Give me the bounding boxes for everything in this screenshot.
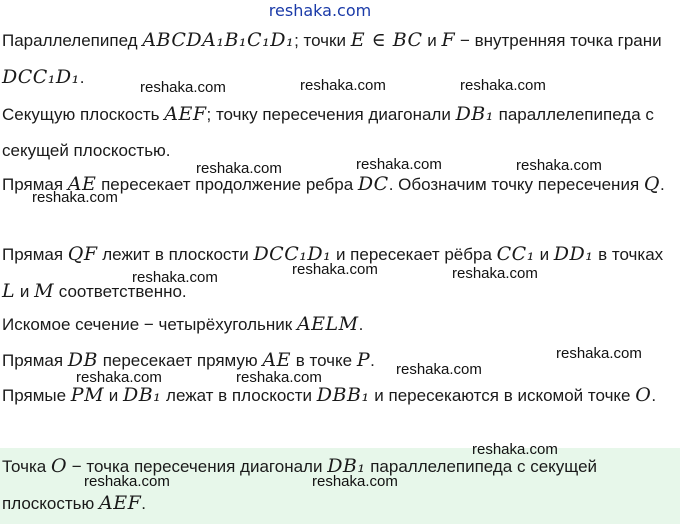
text: ; точку пересечения диагонали <box>206 105 456 124</box>
text: Секущую плоскость <box>2 105 165 124</box>
text: пересекает продолжение ребра <box>96 175 358 194</box>
text: . <box>358 315 364 334</box>
math-expression: Q <box>643 173 660 195</box>
watermark: reshaka.com <box>396 361 482 378</box>
watermark: reshaka.com <box>452 265 538 282</box>
watermark: reshaka.com <box>312 473 398 490</box>
math-expression: DCC₁D₁ <box>2 66 80 88</box>
text: и пересекаются в искомой точке <box>369 386 636 405</box>
text: и <box>104 386 123 405</box>
math-expression: DC <box>357 173 389 195</box>
math-expression: E ∈ BC <box>350 29 423 51</box>
math-expression: F <box>441 29 456 51</box>
math-expression: DBB₁ <box>316 384 370 406</box>
site-header-link[interactable]: reshaka.com <box>268 1 372 20</box>
text: параллелепипеда с секущей плоскостью <box>2 457 598 513</box>
watermark: reshaka.com <box>556 345 642 362</box>
watermark: reshaka.com <box>300 77 386 94</box>
math-expression: M <box>34 280 55 302</box>
watermark: reshaka.com <box>460 77 546 94</box>
step-paragraph <box>2 166 674 203</box>
math-expression: DCC₁D₁ <box>253 243 332 265</box>
watermark: reshaka.com <box>140 79 226 96</box>
math-expression: DB₁ <box>122 384 162 406</box>
answer-paragraph <box>0 448 680 524</box>
watermark: reshaka.com <box>292 261 378 278</box>
math-expression: DB <box>67 349 98 371</box>
math-expression: AELM <box>296 313 359 335</box>
text: лежат в плоскости <box>161 386 317 405</box>
text: Прямые <box>2 386 71 405</box>
step-paragraph <box>2 306 674 343</box>
math-expression: DB₁ <box>327 455 366 477</box>
text: Прямая <box>2 245 68 264</box>
watermark: reshaka.com <box>76 369 162 386</box>
watermark: reshaka.com <box>84 473 170 490</box>
text: в точках <box>593 245 664 264</box>
text: . <box>370 351 375 370</box>
text: соответственно. <box>54 282 187 301</box>
text: в точке <box>291 351 357 370</box>
watermark: reshaka.com <box>236 369 322 386</box>
text: и <box>534 245 554 264</box>
math-expression: L <box>2 280 16 302</box>
text: Точка <box>2 457 51 476</box>
text: . <box>79 68 85 87</box>
math-expression: DD₁ <box>553 243 594 265</box>
math-expression: PM <box>70 384 105 406</box>
text: Прямая <box>2 351 68 370</box>
text: лежит в плоскости <box>97 245 254 264</box>
math-expression: AEF <box>98 492 142 514</box>
text: . <box>141 494 146 513</box>
math-expression: QF <box>67 243 98 265</box>
math-expression: ABCDA₁B₁C₁D₁ <box>142 29 295 51</box>
math-expression: DB₁ <box>455 103 494 125</box>
watermark: reshaka.com <box>472 441 558 458</box>
text: и <box>15 282 35 301</box>
watermark: reshaka.com <box>132 269 218 286</box>
watermark: reshaka.com <box>32 189 118 206</box>
text: ; точки <box>294 31 351 50</box>
text: Параллелепипед <box>2 31 143 50</box>
math-expression: AE <box>262 349 292 371</box>
math-expression: CC₁ <box>496 243 535 265</box>
math-expression: AE <box>67 173 97 195</box>
text: Искомое сечение − четырёхугольник <box>2 315 297 334</box>
step-paragraph <box>2 342 674 379</box>
math-expression: O <box>635 384 652 406</box>
text: Прямая <box>2 175 68 194</box>
step-paragraph <box>2 236 674 310</box>
math-expression: AEF <box>164 103 207 125</box>
step-paragraph <box>2 377 674 414</box>
math-expression: O <box>50 455 68 477</box>
given-paragraph <box>2 22 674 96</box>
text: . <box>651 386 657 405</box>
text: и <box>422 31 442 50</box>
text: . Обозначим точку пересечения <box>388 175 644 194</box>
text: пересекает прямую <box>97 351 263 370</box>
math-expression: P <box>356 349 371 371</box>
text: − точка пересечения диагонали <box>67 457 328 476</box>
watermark: reshaka.com <box>516 157 602 174</box>
watermark: reshaka.com <box>356 156 442 173</box>
text: параллелепипеда с секущей плоскостью. <box>2 105 654 160</box>
find-paragraph <box>2 96 674 169</box>
text: . <box>659 175 665 194</box>
watermark: reshaka.com <box>196 160 282 177</box>
text: − внутренняя точка грани <box>455 31 662 50</box>
text: и пересекает рёбра <box>331 245 497 264</box>
